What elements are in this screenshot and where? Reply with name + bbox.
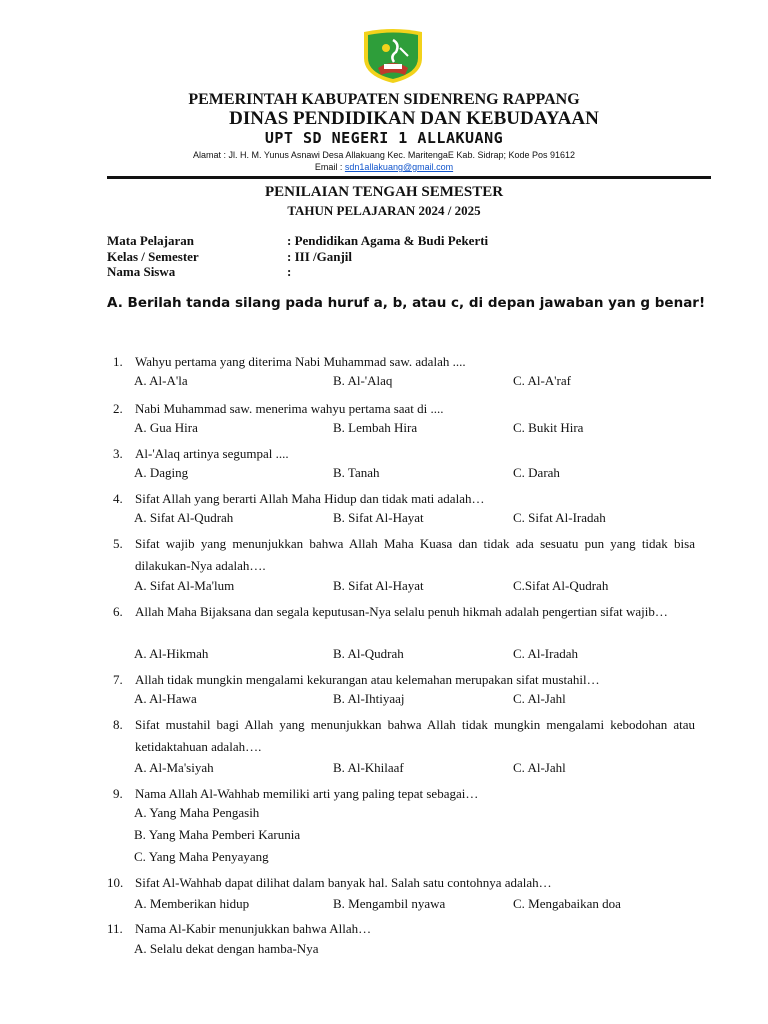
question-text: Nama Al-Kabir menunjukkan bahwa Allah… <box>135 921 372 936</box>
identity-label: Kelas / Semester <box>107 249 199 264</box>
question-number: 7. <box>113 672 123 687</box>
answer-option[interactable]: B. Al-Ihtiyaaj <box>333 691 405 706</box>
answer-option[interactable]: A. Gua Hira <box>134 420 198 435</box>
question-text: Al-'Alaq artinya segumpal .... <box>135 446 289 461</box>
question-text: Allah tidak mungkin mengalami kekurangan atau kelemahan merupakan sifat mustahil… <box>135 672 600 687</box>
question-number: 2. <box>113 401 123 416</box>
question-number: 1. <box>113 354 123 369</box>
question-text: Nama Allah Al-Wahhab memiliki arti yang paling tepat sebagai… <box>135 786 479 801</box>
question-text: Nabi Muhammad saw. menerima wahyu pertama saat di .... <box>135 401 444 416</box>
school-email-line <box>0 162 768 172</box>
answer-option[interactable]: B. Al-Qudrah <box>333 646 404 661</box>
answer-option[interactable]: C. Al-Jahl <box>513 760 566 775</box>
answer-option[interactable]: A. Al-A'la <box>134 373 188 388</box>
answer-option[interactable]: B. Lembah Hira <box>333 420 418 435</box>
identity-value: : III /Ganjil <box>287 249 353 264</box>
identity-value: : <box>287 264 292 279</box>
answer-option[interactable]: A. Memberikan hidup <box>134 896 250 911</box>
header-divider <box>107 176 711 179</box>
question-number: 11. <box>107 921 123 936</box>
answer-option[interactable]: A. Al-Ma'siyah <box>134 760 214 775</box>
answer-option[interactable]: B. Al-'Alaq <box>333 373 393 388</box>
answer-option[interactable]: C. Al-Jahl <box>513 691 566 706</box>
answer-option[interactable]: B. Sifat Al-Hayat <box>333 510 424 525</box>
answer-option[interactable]: C.Sifat Al-Qudrah <box>513 578 609 593</box>
school-address: Alamat : Jl. H. M. Yunus Asnawi Desa Allakuang Kec. MaritengaE Kab. Sidrap; Kode Pos 91612 <box>192 150 576 160</box>
question-number: 5. <box>113 536 123 551</box>
exam-year: TAHUN PELAJARAN 2024 / 2025 <box>287 203 481 218</box>
question-number: 4. <box>113 491 123 506</box>
government-heading: PEMERINTAH KABUPATEN SIDENRENG RAPPANG <box>188 91 580 108</box>
question-number: 10. <box>107 875 124 890</box>
answer-option[interactable]: C. Bukit Hira <box>513 420 584 435</box>
question-text: Sifat Al-Wahhab dapat dilihat dalam banyak hal. Salah satu contohnya adalah… <box>135 875 552 890</box>
question-number: 3. <box>113 446 123 461</box>
answer-option[interactable]: B. Al-Khilaaf <box>333 760 404 775</box>
answer-option[interactable]: A. Al-Hikmah <box>134 646 209 661</box>
answer-option[interactable]: B. Sifat Al-Hayat <box>333 578 424 593</box>
question-text: Sifat mustahil bagi Allah yang menunjukkan bahwa Allah tidak mungkin mengalami kebodohan atau ketidaktahuan adalah…. <box>135 717 695 754</box>
answer-option[interactable]: C. Darah <box>513 465 560 480</box>
answer-option[interactable]: B. Tanah <box>333 465 380 480</box>
question-number: 6. <box>113 604 123 619</box>
identity-label: Nama Siswa <box>107 264 176 279</box>
identity-label: Mata Pelajaran <box>107 233 195 248</box>
email-link[interactable]: sdn1allakuang@gmail.com <box>344 162 454 172</box>
exam-title: PENILAIAN TENGAH SEMESTER <box>264 184 504 200</box>
answer-option[interactable]: C. Al-A'raf <box>513 373 571 388</box>
question-text: Wahyu pertama yang diterima Nabi Muhammad saw. adalah .... <box>135 354 466 369</box>
answer-option[interactable]: C. Mengabaikan doa <box>513 896 621 911</box>
answer-option[interactable]: A. Selalu dekat dengan hamba-Nya <box>134 941 319 956</box>
section-a-instruction: A. Berilah tanda silang pada huruf a, b, atau c, di depan jawaban yan g benar! <box>107 295 706 311</box>
answer-option[interactable]: C. Al-Iradah <box>513 646 578 661</box>
answer-option[interactable]: C. Sifat Al-Iradah <box>513 510 606 525</box>
question-text: Sifat Allah yang berarti Allah Maha Hidup dan tidak mati adalah… <box>135 491 485 506</box>
answer-option[interactable]: B. Yang Maha Pemberi Karunia <box>134 827 301 842</box>
email-label: Email : <box>314 162 345 172</box>
school-heading: UPT SD NEGERI 1 ALLAKUANG <box>264 129 504 147</box>
identity-value: : Pendidikan Agama & Budi Pekerti <box>287 233 489 248</box>
answer-option[interactable]: C. Yang Maha Penyayang <box>134 849 269 864</box>
question-text: Sifat wajib yang menunjukkan bahwa Allah Maha Kuasa dan tidak ada sesuatu pun yang tidak bisa dilakukan-Nya adalah…. <box>135 536 695 573</box>
question-number: 8. <box>113 717 123 732</box>
office-heading: DINAS PENDIDIKAN DAN KEBUDAYAAN <box>229 108 599 129</box>
answer-option[interactable]: A. Al-Hawa <box>134 691 197 706</box>
question-text: Allah Maha Bijaksana dan segala keputusan-Nya selalu penuh hikmah adalah pengertian sifat wajib… <box>135 604 668 619</box>
regency-emblem-logo <box>360 28 426 84</box>
answer-option[interactable]: B. Mengambil nyawa <box>333 896 446 911</box>
answer-option[interactable]: A. Yang Maha Pengasih <box>134 805 260 820</box>
answer-option[interactable]: A. Daging <box>134 465 189 480</box>
answer-option[interactable]: A. Sifat Al-Qudrah <box>134 510 234 525</box>
answer-option[interactable]: A. Sifat Al-Ma'lum <box>134 578 235 593</box>
question-number: 9. <box>113 786 123 801</box>
